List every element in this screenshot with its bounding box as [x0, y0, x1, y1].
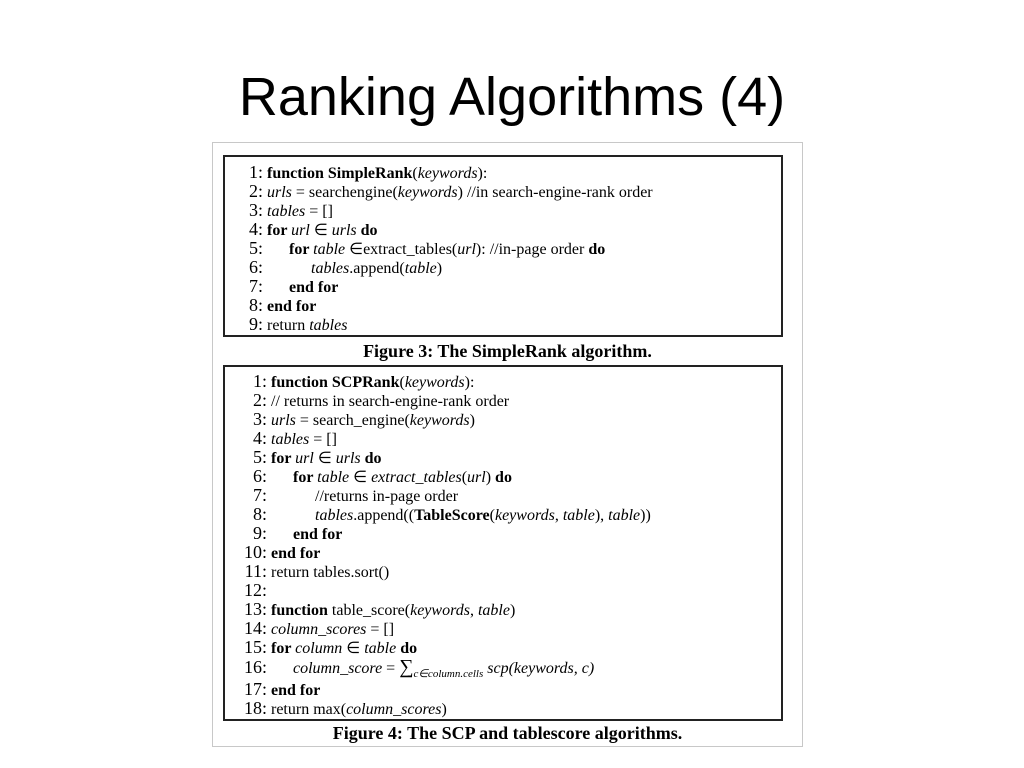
code-text — [267, 317, 347, 334]
scp-tablescore-algorithm-box — [223, 365, 783, 721]
code-token: , — [554, 507, 563, 524]
code-text — [267, 279, 338, 296]
code-token: ) — [436, 260, 443, 277]
code-token: extract_tables — [371, 469, 462, 486]
code-token: ∈ — [342, 640, 365, 657]
code-line — [237, 680, 320, 699]
code-text — [271, 469, 512, 486]
code-token: function SCPRank — [271, 374, 400, 391]
code-token: urls — [271, 412, 296, 429]
line-number: 4: — [248, 219, 263, 239]
code-line — [237, 315, 347, 334]
code-text — [271, 431, 337, 448]
code-line — [237, 638, 417, 657]
code-token: end for — [289, 279, 339, 296]
code-line — [237, 429, 337, 448]
figure-3-caption: Figure 3: The SimpleRank algorithm. — [363, 341, 652, 361]
code-token: table — [364, 640, 397, 657]
code-text — [271, 488, 458, 505]
code-token: ): — [477, 165, 488, 182]
code-token: table — [562, 507, 595, 524]
line-number: 14: — [243, 618, 267, 638]
code-text — [271, 564, 389, 581]
code-text — [271, 526, 342, 543]
code-text — [267, 203, 333, 220]
code-token: ): — [464, 374, 475, 391]
code-text — [271, 682, 320, 699]
code-token: do — [588, 241, 606, 258]
code-token: , — [469, 602, 478, 619]
code-token: = [] — [305, 203, 333, 220]
line-number: 5: — [248, 238, 263, 258]
line-number: 7: — [252, 485, 267, 505]
code-token: //returns in-page order — [315, 488, 459, 505]
code-token: // returns in search-engine-rank order — [271, 393, 510, 410]
line-number: 3: — [248, 200, 263, 220]
line-number: 2: — [248, 181, 263, 201]
line-number: 2: — [252, 390, 267, 410]
code-token: ) — [485, 469, 496, 486]
code-token: ) — [509, 602, 516, 619]
code-token: ( — [461, 469, 468, 486]
code-token: ) — [441, 701, 447, 718]
simplerank-algorithm-box — [223, 155, 783, 337]
code-token: ) — [469, 412, 475, 429]
code-token: keywords — [494, 507, 555, 524]
code-line — [237, 410, 475, 429]
code-token: table — [608, 507, 641, 524]
code-line — [237, 201, 333, 220]
line-number: 10: — [243, 542, 267, 562]
code-token: keywords — [409, 412, 470, 429]
code-token: do — [396, 640, 418, 657]
code-line — [237, 600, 515, 619]
line-number: 17: — [243, 679, 267, 699]
code-token: table — [313, 241, 346, 258]
code-line — [237, 296, 316, 315]
code-token: ∈ — [313, 450, 336, 467]
code-token: .append( — [349, 260, 405, 277]
code-token: for — [293, 469, 318, 486]
code-token: function SimpleRank — [267, 165, 413, 182]
code-token: table — [404, 260, 437, 277]
code-token: ( — [412, 165, 418, 182]
code-token: table — [317, 469, 350, 486]
code-line — [237, 277, 338, 296]
code-text — [271, 640, 417, 657]
code-text — [271, 545, 320, 562]
code-line — [237, 524, 342, 543]
code-token: tables — [309, 317, 348, 334]
code-token: table_score( — [331, 602, 411, 619]
code-token: TableScore — [414, 507, 490, 524]
code-token: = search_engine( — [295, 412, 410, 429]
code-token: keywords — [404, 374, 465, 391]
code-token: for — [289, 241, 314, 258]
code-token: end for — [271, 545, 321, 562]
code-token: for — [267, 222, 292, 239]
code-text — [271, 450, 382, 467]
code-token: tables — [271, 431, 310, 448]
code-token: ∈ — [349, 469, 372, 486]
code-token: column — [295, 640, 343, 657]
line-number: 18: — [243, 698, 267, 718]
code-token: for — [271, 640, 296, 657]
code-text — [267, 165, 487, 182]
code-text — [271, 374, 474, 391]
line-number: 1: — [252, 371, 267, 391]
code-token: column_scores — [271, 621, 367, 638]
code-line — [237, 182, 653, 201]
code-token: url — [457, 241, 476, 258]
line-number: 4: — [252, 428, 267, 448]
code-token: for — [271, 450, 296, 467]
code-token: return max( — [271, 701, 347, 718]
code-token: tables — [267, 203, 306, 220]
line-number: 15: — [243, 637, 267, 657]
code-token: ( — [399, 374, 405, 391]
code-token: tables — [311, 260, 350, 277]
code-text — [271, 621, 394, 638]
code-token: url — [295, 450, 314, 467]
code-token: end for — [271, 682, 321, 699]
code-token: tables — [315, 507, 354, 524]
code-text — [271, 393, 509, 410]
code-line — [237, 486, 458, 505]
line-number: 11: — [244, 561, 267, 581]
code-token: column_score — [293, 660, 383, 677]
code-token: c∈column.cells — [413, 668, 484, 680]
line-number: 5: — [252, 447, 267, 467]
code-token: urls — [267, 184, 292, 201]
code-line — [237, 699, 447, 718]
code-token: urls — [331, 222, 357, 239]
code-text — [271, 656, 595, 680]
code-token: do — [356, 222, 378, 239]
code-token: keywords — [410, 602, 470, 619]
code-text — [271, 412, 475, 429]
code-line — [237, 239, 605, 258]
line-number: 1: — [248, 162, 263, 182]
code-token: .append(( — [353, 507, 415, 524]
line-number: 8: — [252, 504, 267, 524]
code-line — [237, 543, 320, 562]
code-token: ) //in search-engine-rank order — [457, 184, 653, 201]
code-line — [237, 505, 651, 524]
code-token: url — [291, 222, 310, 239]
line-number: 16: — [243, 657, 267, 677]
code-line — [237, 581, 271, 600]
code-token: keywords — [513, 660, 574, 677]
line-number: 13: — [243, 599, 267, 619]
code-line — [237, 562, 389, 581]
code-token: return tables.sort() — [271, 564, 390, 581]
code-token: ∈ — [309, 222, 332, 239]
figure-4-caption: Figure 4: The SCP and tablescore algorithms. — [332, 723, 683, 743]
code-token: keywords — [417, 165, 478, 182]
code-text — [271, 701, 447, 718]
code-token: keywords — [397, 184, 458, 201]
code-token: url — [467, 469, 486, 486]
line-number: 6: — [248, 257, 263, 277]
code-line — [237, 163, 487, 182]
code-line — [237, 258, 442, 277]
code-text — [271, 507, 651, 524]
slide-title: Ranking Algorithms (4) — [238, 67, 786, 127]
code-token: end for — [267, 298, 317, 315]
line-number: 3: — [252, 409, 267, 429]
code-line — [237, 656, 595, 680]
code-token: do — [360, 450, 382, 467]
code-text — [267, 298, 316, 315]
code-line — [237, 619, 394, 638]
code-token: scp( — [483, 660, 514, 677]
code-text — [267, 260, 442, 277]
code-token: = [] — [309, 431, 337, 448]
code-token: )) — [640, 507, 651, 524]
code-token: do — [495, 469, 512, 486]
code-line — [237, 220, 378, 239]
code-token: = [] — [366, 621, 395, 638]
code-token: = searchengine( — [291, 184, 398, 201]
code-text — [267, 222, 378, 239]
code-line — [237, 391, 509, 410]
code-token: urls — [335, 450, 361, 467]
code-token: ( — [489, 507, 495, 524]
code-token: return — [267, 317, 310, 334]
code-token: = — [382, 660, 400, 677]
line-number: 9: — [248, 314, 263, 334]
code-token: column_scores — [346, 701, 442, 718]
code-token: ∈extract_tables( — [345, 241, 458, 258]
line-number: 12: — [243, 580, 267, 600]
line-number: 9: — [252, 523, 267, 543]
code-token: ), — [594, 507, 609, 524]
code-line — [237, 372, 474, 391]
code-token: table — [477, 602, 510, 619]
code-line — [237, 448, 382, 467]
code-line — [237, 467, 512, 486]
code-token: ∑ — [399, 656, 414, 678]
code-token: ): //in-page order — [475, 241, 589, 258]
line-number: 6: — [252, 466, 267, 486]
code-token: end for — [293, 526, 343, 543]
code-text — [267, 184, 653, 201]
code-text — [271, 602, 515, 619]
code-token: , c) — [573, 660, 595, 677]
code-text — [267, 241, 605, 258]
line-number: 7: — [248, 276, 263, 296]
code-token: function — [271, 602, 332, 619]
line-number: 8: — [248, 295, 263, 315]
